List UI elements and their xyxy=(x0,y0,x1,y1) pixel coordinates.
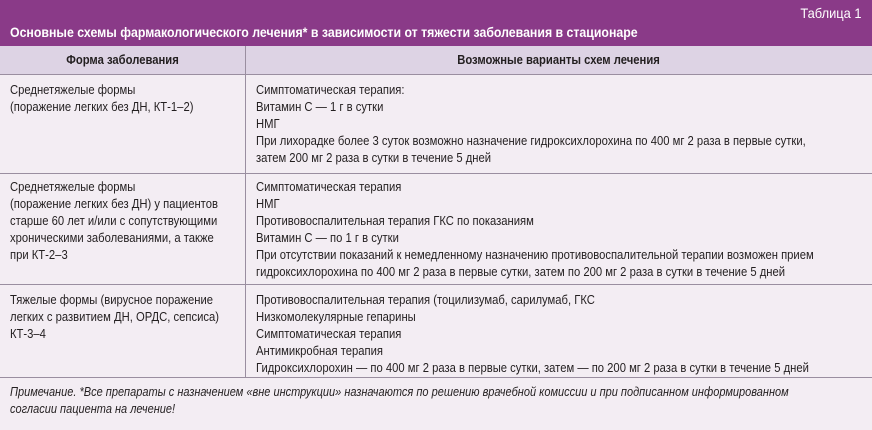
column-header-row xyxy=(0,46,872,74)
row-1-options: Симптоматическая терапия: Витамин С — 1 г в сутки НМГ При лихорадке более 3 суток возможно назначение гидроксихлорохина по 400 мг 2 раза в первые сутки, затем 200 мг 2 раза в сутки в течение 5 дней xyxy=(256,83,806,165)
row-divider xyxy=(0,74,872,75)
column-divider xyxy=(245,46,246,377)
note-line-2: согласии пациента на лечение! xyxy=(10,402,176,416)
row-divider xyxy=(0,284,872,285)
table-title: Основные схемы фармакологического лечения* в зависимости от тяжести заболевания в стационаре xyxy=(10,24,638,40)
note-line-1: *Все препараты с назначением «вне инструкции» назначаются по решению врачебной комиссии и при подписанном информированном xyxy=(79,385,789,399)
row-divider xyxy=(0,377,872,378)
note-label: Примечание. xyxy=(10,385,77,399)
treatment-table xyxy=(0,46,872,430)
row-2-form: Среднетяжелые формы (поражение легких без ДН) у пациентов старше 60 лет и/или с сопутствующими хроническими заболеваниями, а также при КТ-2–3 xyxy=(10,180,218,262)
column-header-options: Возможные варианты схем лечения xyxy=(457,53,660,67)
row-divider xyxy=(0,173,872,174)
table-number: Таблица 1 xyxy=(800,5,862,21)
column-header-form: Форма заболевания xyxy=(66,53,179,67)
row-3-options: Противовоспалительная терапия (тоцилизумаб, сарилумаб, ГКС Низкомолекулярные гепарины Симптоматическая терапия Антимикробная терапия Гидроксихлорохин — по 400 мг 2 раза в первые сутки, затем — по 200 мг 2 раза в сутки в течение 5 дней xyxy=(256,293,809,375)
table-header-bar xyxy=(0,0,872,46)
row-1-form: Среднетяжелые формы (поражение легких без ДН, КТ-1–2) xyxy=(10,83,194,114)
row-3-form: Тяжелые формы (вирусное поражение легких с развитием ДН, ОРДС, сепсиса) КТ-3–4 xyxy=(10,293,219,341)
row-2-options: Симптоматическая терапия НМГ Противовоспалительная терапия ГКС по показаниям Витамин С — по 1 г в сутки При отсутствии показаний к немедленному назначению противовоспалительной терапии возможен прием гидроксихлорохина по 400 мг 2 раза в первые сутки, затем по 200 мг 2 раза в сутки в течение 5 дней xyxy=(256,180,814,279)
table-note xyxy=(10,384,846,418)
